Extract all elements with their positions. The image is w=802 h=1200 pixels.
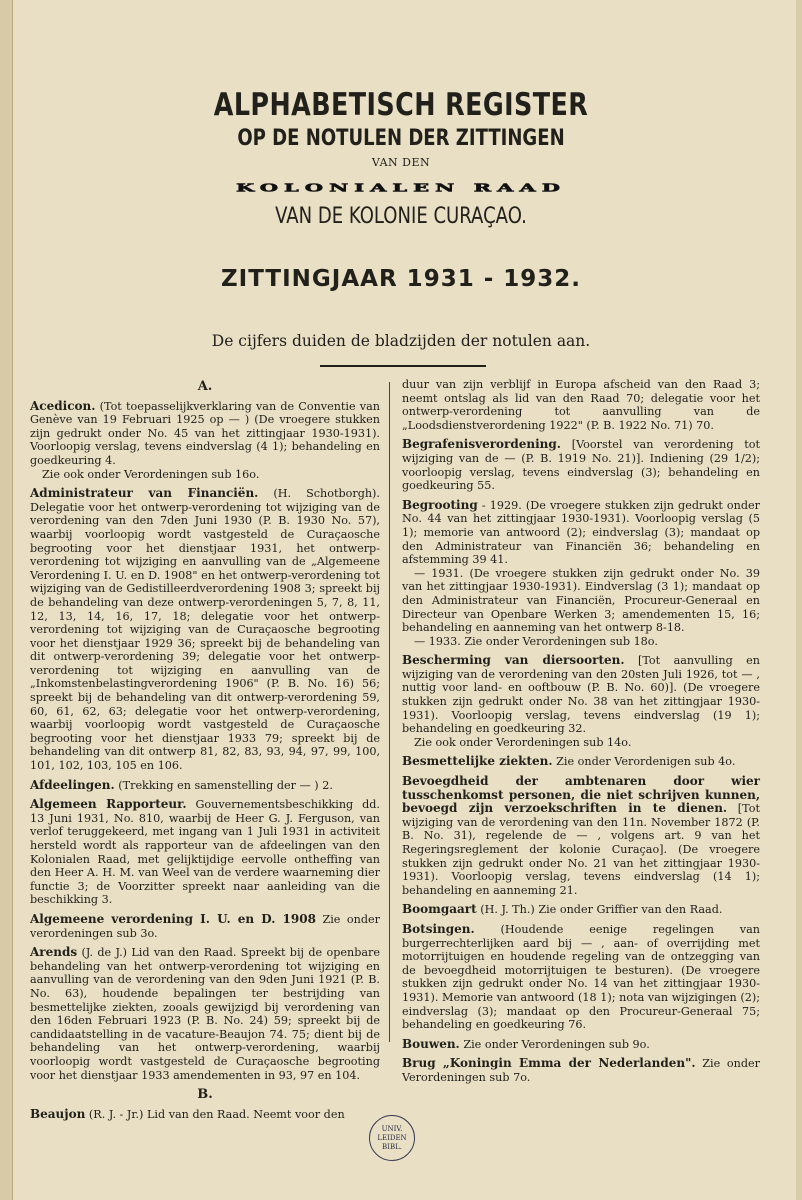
entry-text: Zie onder Verordenigen sub 4o. xyxy=(556,755,736,769)
title-rule xyxy=(320,365,486,367)
entry-algemeene-verordening xyxy=(30,913,380,940)
entry-botsingen xyxy=(402,923,760,1032)
subtitle: De cijfers duiden de bladzijden der notulen aan. xyxy=(211,332,591,350)
entry-keyword: Begrafenisverordening. xyxy=(402,437,561,452)
entry-keyword: Administrateur van Financiën. xyxy=(30,486,259,501)
entry-text: (H. Schotborgh). Delegatie voor het ontwerp-verordening tot wijziging van de verordening van den 7den Juni 1930 (P. B. 1930 No. 57), waarbij voorloopig wordt vastgesteld de Curaçaosche begrooting voor het dienstjaar 1931, het ontwerp-verordening tot wijziging en aanvulling van de „Algemeene Verordening I. U. en D. 1908" en het ontwerp-verordening tot wijziging van de Gedistilleerdverordening 1908 3; spreekt bij de behandeling van deze ontwerp-verordeningen 5, 7, 8, 11, 12, 13, 14, 16, 17, 18; delegatie voor het ontwerp-verordening tot wijziging van de Curaçaosche begrooting voor het dienstjaar 1929 36; spreekt bij de behandeling van dit ontwerp-verordening 39; delegatie voor het ontwerp-verordening tot wijziging en aanvulling van de „Inkomstenbelastingverordening 1906" (P. B. No. 16) 56; spreekt bij de behandeling van dit ontwerp-verordening 59, 60, 61, 62, 63; delegatie voor het ontwerp-verordening, waarbij voorloopig wordt vastgesteld de Curaçaosche begrooting voor het dienstjaar 1933 79; spreekt bij de behandeling van dit ontwerp 81, 82, 83, 93, 94, 97, 99, 100, 101, 102, 103, 105 en 106. xyxy=(30,487,380,773)
title-line-4: KOLONIALEN RAAD xyxy=(236,180,566,195)
entry-algemeen-rapporteur xyxy=(30,798,380,907)
entry-brug xyxy=(402,1057,760,1084)
entry-acedicon xyxy=(30,400,380,482)
entry-text: (J. de J.) Lid van den Raad. Spreekt bij de openbare behandeling van het ontwerp-verordening tot wijziging en aanvulling van de verordening van den 9den Juni 1921 (P. B. No. 63), houdende bepalingen ter bestrijding van besmettelijke ziekten, zooals gewijzigd bij verordening van den 16den Februari 1923 (P. B. No. 24) 59; spreekt bij de candidaatstelling in de vacature-Beaujon 74. 75; dient bij de behandeling van het ontwerp-verordening, waarbij voorloopig wordt vastgesteld de Curaçaosche begrooting voor het dienstjaar 1933 amendementen in 93, 97 en 104. xyxy=(30,946,380,1082)
section-letter-b: B. xyxy=(197,1087,213,1103)
entry-keyword: Bescherming van diersoorten. xyxy=(402,653,625,668)
entry-text: Zie onder verordeningen sub 3o. xyxy=(30,912,380,940)
entry-text: (Tot toepasselijkverklaring van de Conventie van Genève van 19 Februari 1925 op — ) (De vroegere stukken zijn gedrukt onder No. 45 van het zittingjaar 1930-1931). Voorloopig verslag, tevens eindverslag (4 1); behandeling en goedkeuring 4. xyxy=(30,399,380,467)
entry-keyword: Besmettelijke ziekten. xyxy=(402,754,553,769)
entry-continuation: Zie ook onder Verordeningen sub 14o. xyxy=(414,735,632,749)
entry-afdeelingen xyxy=(30,779,380,793)
entry-administrateur xyxy=(30,487,380,772)
entry-text: Zie onder Verordeningen sub 9o. xyxy=(463,1037,650,1051)
entry-text: - 1929. (De vroegere stukken zijn gedrukt onder No. 44 van het zittingjaar 1930-1931). Voorloopig verslag (5 1); memorie van antwoord (2); eindverslag (3); mandaat op den Administrateur van Financiën 36; behandeling en afstemming 39 41. xyxy=(402,498,761,567)
entry-text: [Tot wijziging van de verordening van den 11n. November 1872 (P. B. No. 31), regelende de — , volgens art. 9 van het Regeringsreglement der kolonie Curaçao]. (De vroegere stukken zijn gedrukt onder No. 21 van het zittingjaar 1930-1931). Voorloopig verslag, tevens eindverslag (14 1); behandeling en aanneming 21. xyxy=(402,802,760,897)
entry-bouwen xyxy=(402,1038,760,1052)
title-line-5: VAN DE KOLONIE CURAÇAO. xyxy=(275,204,527,229)
title-line-1: ALPHABETISCH REGISTER xyxy=(213,87,589,123)
entry-text: [Tot aanvulling en wijziging van de verordening van den 20sten Juli 1926, tot — , nuttig voor land- en ooftbouw (P. B. No. 60)]. (De vroegere stukken zijn gedrukt onder No. 38 van het zittingjaar 1930-1931). Voorloopig verslag, tevens eindverslag (19 1); behandeling en goedkeuring 32. xyxy=(402,654,760,736)
entry-begrafenisverordening xyxy=(402,438,760,492)
left-column xyxy=(30,378,380,1127)
section-letter-a: A. xyxy=(197,379,213,394)
entry-keyword: Arends xyxy=(30,945,78,960)
entry-subentry: — 1933. Zie onder Verordeningen sub 18o. xyxy=(414,634,658,648)
entry-text: duur van zijn verblijf in Europa afscheid van den Raad 3; neemt ontslag als lid van den Raad 70; delegatie voor het ontwerp-verordening tot aanvulling van de „Loodsdienstverordening 1922" (P. B. 1922 No. 71) 70. xyxy=(402,378,760,432)
entry-keyword: Bouwen. xyxy=(402,1036,460,1051)
entry-keyword: Bevoegdheid der ambtenaren door wier tusschenkomst personen, die niet schrijven kunnen, bevoegd zijn verzoekschriften in te dienen. xyxy=(402,774,760,816)
entry-bescherming xyxy=(402,654,760,749)
stamp-line-3: BIBL. xyxy=(382,1142,402,1151)
entry-text: [Voorstel van verordening tot wijziging van de — (P. B. 1919 No. 21)]. Indiening (29 1/2); voorloopig verslag, tevens eindverslag (3); behandeling en goedkeuring 55. xyxy=(402,438,760,493)
title-line-3: VAN DEN xyxy=(371,156,431,169)
entry-keyword: Afdeelingen. xyxy=(30,777,115,792)
entry-keyword: Brug „Koningin Emma der Nederlanden". xyxy=(402,1056,696,1071)
entry-text: (H. J. Th.) Zie onder Griffier van den Raad. xyxy=(480,903,723,917)
entry-text: Zie onder Verordeningen sub 7o. xyxy=(402,1057,760,1084)
stamp-line-2: LEIDEN xyxy=(377,1133,407,1142)
entry-keyword: Beaujon xyxy=(30,1106,86,1121)
right-column xyxy=(402,378,760,1091)
title-block xyxy=(0,86,802,350)
entry-text: Gouvernementsbeschikking dd. 13 Juni 1931, No. 810, waarbij de Heer G. J. Ferguson, van verlof teruggekeerd, met ingang van 1 Juli 1931 in activiteit hersteld wordt als rapporteur van de afdeelingen van den Kolonialen Raad, met gelijktijdige eervolle ontheffing van den Heer A. H. M. van Weel van de verdere waarneming dier functie 3; de Voorzitter spreekt naar aanleiding van die beschikking 3. xyxy=(30,798,380,907)
entry-boomgaart xyxy=(402,903,760,917)
entry-keyword: Algemeene verordening I. U. en D. 1908 xyxy=(30,911,316,926)
entry-arends xyxy=(30,946,380,1082)
entry-keyword: Botsingen. xyxy=(402,921,475,936)
entry-beaujon xyxy=(30,1108,380,1122)
title-line-2: OP DE NOTULEN DER ZITTINGEN xyxy=(237,126,565,151)
library-stamp xyxy=(369,1115,415,1161)
entry-text: (Trekking en samenstelling der — ) 2. xyxy=(118,778,333,792)
entry-continuation: Zie ook onder Verordeningen sub 16o. xyxy=(42,467,260,481)
entry-bevoegdheid xyxy=(402,775,760,897)
entry-keyword: Boomgaart xyxy=(402,902,477,917)
stamp-line-1: UNIV. xyxy=(381,1124,403,1133)
entry-beaujon-cont xyxy=(402,378,760,432)
entry-keyword: Begrooting xyxy=(402,497,478,512)
entry-besmettelijke-ziekten xyxy=(402,755,760,769)
entry-keyword: Acedicon. xyxy=(30,398,96,413)
entry-text: (R. J. - Jr.) Lid van den Raad. Neemt voor den xyxy=(88,1107,345,1121)
entry-text: (Houdende eenige regelingen van burgerrechterlijken aard bij — , aan- of overrijding met motorrijtuigen en houdende regeling van de ontzegging van de bevoegdheid motorrijtuigen te besturen). (De vroegere stukken zijn gedrukt onder No. 14 van het zittingjaar 1930-1931). Memorie van antwoord (18 1); nota van wijzigingen (2); eindverslag (3); mandaat op den Procureur-Generaal 75; behandeling en goedkeuring 76. xyxy=(402,922,760,1032)
entry-begrooting xyxy=(402,499,760,649)
entry-keyword: Algemeen Rapporteur. xyxy=(30,797,187,812)
entry-subentry: — 1931. (De vroegere stukken zijn gedrukt onder No. 39 van het zittingjaar 1930-1931). Eindverslag (3 1); mandaat op den Administrateur van Financiën, Procureur-Generaal en Directeur van Openbare Werken 3; amendementen 15, 16; behandeling en aanneming van het ontwerp 8-18. xyxy=(402,566,760,635)
session-year: ZITTINGJAAR 1931 - 1932. xyxy=(220,266,582,292)
column-divider xyxy=(389,382,390,1042)
